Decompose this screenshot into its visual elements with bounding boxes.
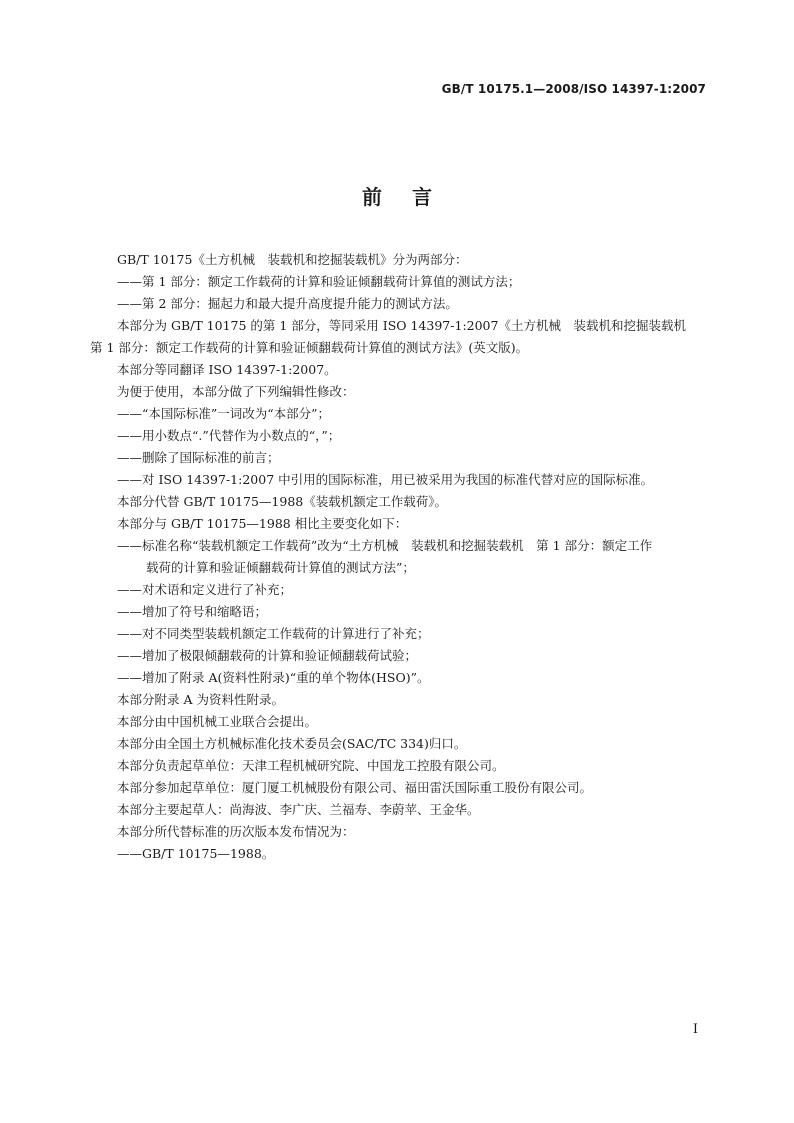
list-item: ——增加了附录 A(资料性附录)“重的单个物体(HSO)”。 (117, 670, 430, 685)
paragraph-continuation: 第 1 部分：额定工作载荷的计算和验证倾翻载荷计算值的测试方法》(英文版)。 (90, 340, 529, 355)
list-item: ——“本国际标准”一词改为“本部分”； (117, 406, 331, 421)
paragraph: 本部分主要起草人：尚海波、李广庆、兰福寿、李蔚苹、王金华。 (117, 802, 480, 817)
page-number: I (692, 1022, 698, 1037)
standard-number-header: GB/T 10175.1—2008/ISO 14397-1:2007 (441, 82, 706, 96)
page-title: 前言 (362, 185, 462, 209)
paragraph: 本部分与 GB/T 10175—1988 相比主要变化如下： (117, 516, 408, 531)
list-item: ——对 ISO 14397-1:2007 中引用的国际标准，用已被采用为我国的标准代替对应的国际标准。 (117, 472, 654, 487)
list-item: ——对术语和定义进行了补充； (117, 582, 293, 597)
list-item-continuation: 载荷的计算和验证倾翻载荷计算值的测试方法”； (146, 560, 415, 575)
foreword-body (90, 249, 706, 865)
list-item: ——增加了符号和缩略语； (117, 604, 268, 619)
paragraph: 本部分参加起草单位：厦门厦工机械股份有限公司、福田雷沃国际重工股份有限公司。 (117, 780, 593, 795)
paragraph: 本部分由中国机械工业联合会提出。 (117, 714, 318, 729)
list-item: ——增加了极限倾翻载荷的计算和验证倾翻载荷试验； (117, 648, 418, 663)
paragraph: 本部分代替 GB/T 10175—1988《装载机额定工作载荷》。 (117, 494, 447, 509)
list-item: ——GB/T 10175—1988。 (117, 846, 275, 861)
list-item: ——第 1 部分：额定工作载荷的计算和验证倾翻载荷计算值的测试方法； (117, 274, 521, 289)
list-item: ——用小数点“.”代替作为小数点的“，”； (117, 428, 341, 443)
paragraph: GB/T 10175《土方机械 装载机和挖掘装载机》分为两部分： (117, 252, 468, 267)
paragraph: 本部分由全国土方机械标准化技术委员会(SAC/TC 334)归口。 (117, 736, 467, 751)
paragraph: 本部分附录 A 为资料性附录。 (117, 692, 284, 707)
paragraph: 本部分所代替标准的历次版本发布情况为： (117, 824, 355, 839)
list-item: ——标准名称“装载机额定工作载荷”改为“土方机械 装载机和挖掘装载机 第 1 部分：额定工作 (117, 538, 653, 553)
list-item: ——对不同类型装载机额定工作载荷的计算进行了补充； (117, 626, 430, 641)
paragraph: 本部分等同翻译 ISO 14397-1:2007。 (117, 362, 337, 377)
paragraph: 为便于使用，本部分做了下列编辑性修改： (117, 384, 355, 399)
list-item: ——第 2 部分：掘起力和最大提升高度提升能力的测试方法。 (117, 296, 458, 311)
paragraph: 本部分为 GB/T 10175 的第 1 部分，等同采用 ISO 14397-1:2007《土方机械 装载机和挖掘装载机 (117, 318, 686, 333)
list-item: ——删除了国际标准的前言； (117, 450, 280, 465)
paragraph: 本部分负责起草单位：天津工程机械研究院、中国龙工控股有限公司。 (117, 758, 505, 773)
